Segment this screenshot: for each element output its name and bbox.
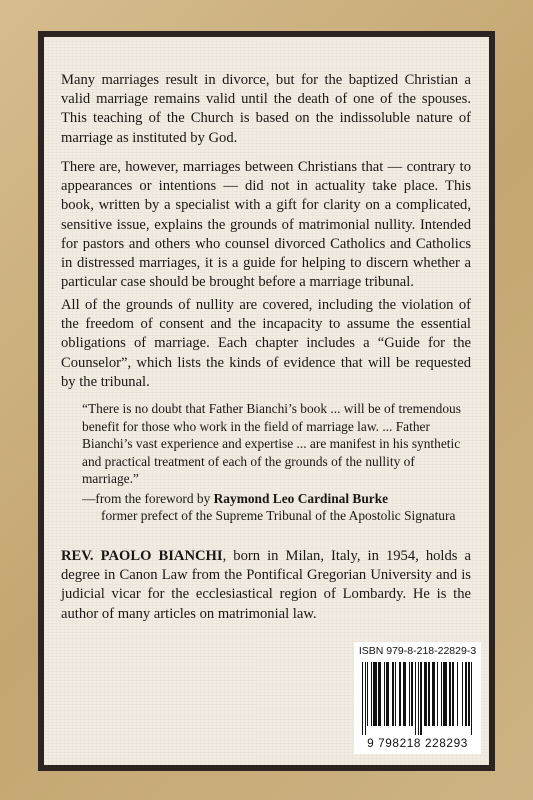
barcode-bar [441, 662, 442, 726]
barcode-bar [449, 662, 450, 726]
barcode-bar [365, 662, 366, 735]
description-paragraph-1: Many marriages result in divorce, but for the baptized Christian a valid marriage remains valid until the death of one of the spouses. This teaching of the Church is based on the indissoluble nature of marriage as instituted by God. [61, 72, 471, 146]
quote-attribution [82, 490, 388, 508]
barcode-bar [457, 662, 458, 726]
barcode-bar [432, 662, 436, 726]
barcode-bar [424, 662, 427, 726]
barcode-bar [373, 662, 377, 726]
attribution-name: Raymond Leo Cardinal Burke [213, 491, 389, 506]
barcode-bar [411, 662, 412, 726]
barcode-bar [418, 662, 419, 735]
barcode-icon [362, 662, 474, 735]
barcode-bar [386, 662, 389, 726]
barcode-bar [420, 662, 421, 735]
attribution-prefix: —from the foreword by [82, 491, 214, 506]
attribution-role: former prefect of the Supreme Tribunal of the Apostolic Signatura [101, 508, 456, 523]
barcode-bar [471, 662, 472, 735]
author-bio [61, 547, 471, 624]
barcode-bar [371, 662, 372, 726]
description-paragraph-2: There are, however, marriages between Christians that — contrary to appearances or intentions — did not in actuality take place. This book, written by a specialist with a gift for clarity on a complicated, sensitive issue, explains the grounds of matrimonial nullity. Intended for pastors and others who counsel divorced Catholics and Catholics in distressed marriages, it is a guide for helping to discern whether a particular case should be brought before a marriage tribunal. [61, 159, 471, 291]
barcode-bar [465, 662, 468, 726]
isbn-label: ISBN 979-8-218-22829-3 [358, 645, 477, 657]
barcode-bar [395, 662, 396, 726]
barcode-bar [462, 662, 463, 726]
author-bio-text: , born in Milan, Italy, in 1954, holds a degree in Canon Law from the Pontifical Gregorian University and is judicial vicar for the ecclesiastical region of Lombardy. He is the author of many articles on matrimonial law. [61, 548, 471, 622]
barcode-bar [472, 662, 473, 663]
barcode-bar [399, 662, 402, 726]
endorsement-quote: “There is no doubt that Father Bianchi’s book ... will be of tremendous benefit for those who work in the field of marriage law. ... Father Bianchi’s vast experience and expertise ... are manifest in his synthetic and practical treatment of each of the grounds of the nullity of marriage.” [82, 401, 461, 487]
barcode-bar [392, 662, 393, 726]
barcode-bar [384, 662, 385, 726]
barcode-bar [468, 662, 469, 726]
isbn-barcode-box [354, 642, 481, 754]
barcode-digits: 9 798218 228293 [367, 736, 468, 750]
barcode-bar [378, 662, 381, 726]
text-panel [44, 37, 489, 765]
barcode-bar [452, 662, 455, 726]
barcode-bar [367, 662, 368, 726]
barcode-bar [428, 662, 431, 726]
barcode-bar [437, 662, 438, 726]
barcode-bar [409, 662, 410, 726]
barcode-bar [443, 662, 447, 726]
barcode-bar [403, 662, 407, 726]
barcode-bar [362, 662, 363, 735]
barcode-bar [415, 662, 416, 735]
description-paragraph-3: All of the grounds of nullity are covered, including the violation of the freedom of consent and the incapacity to assume the essential obligations of marriage. Each chapter includes a “Guide for the Counselor”, which lists the kinds of evidence that will be requested by the tribunal. [61, 297, 471, 390]
author-name: REV. PAOLO BIANCHI [61, 548, 223, 564]
